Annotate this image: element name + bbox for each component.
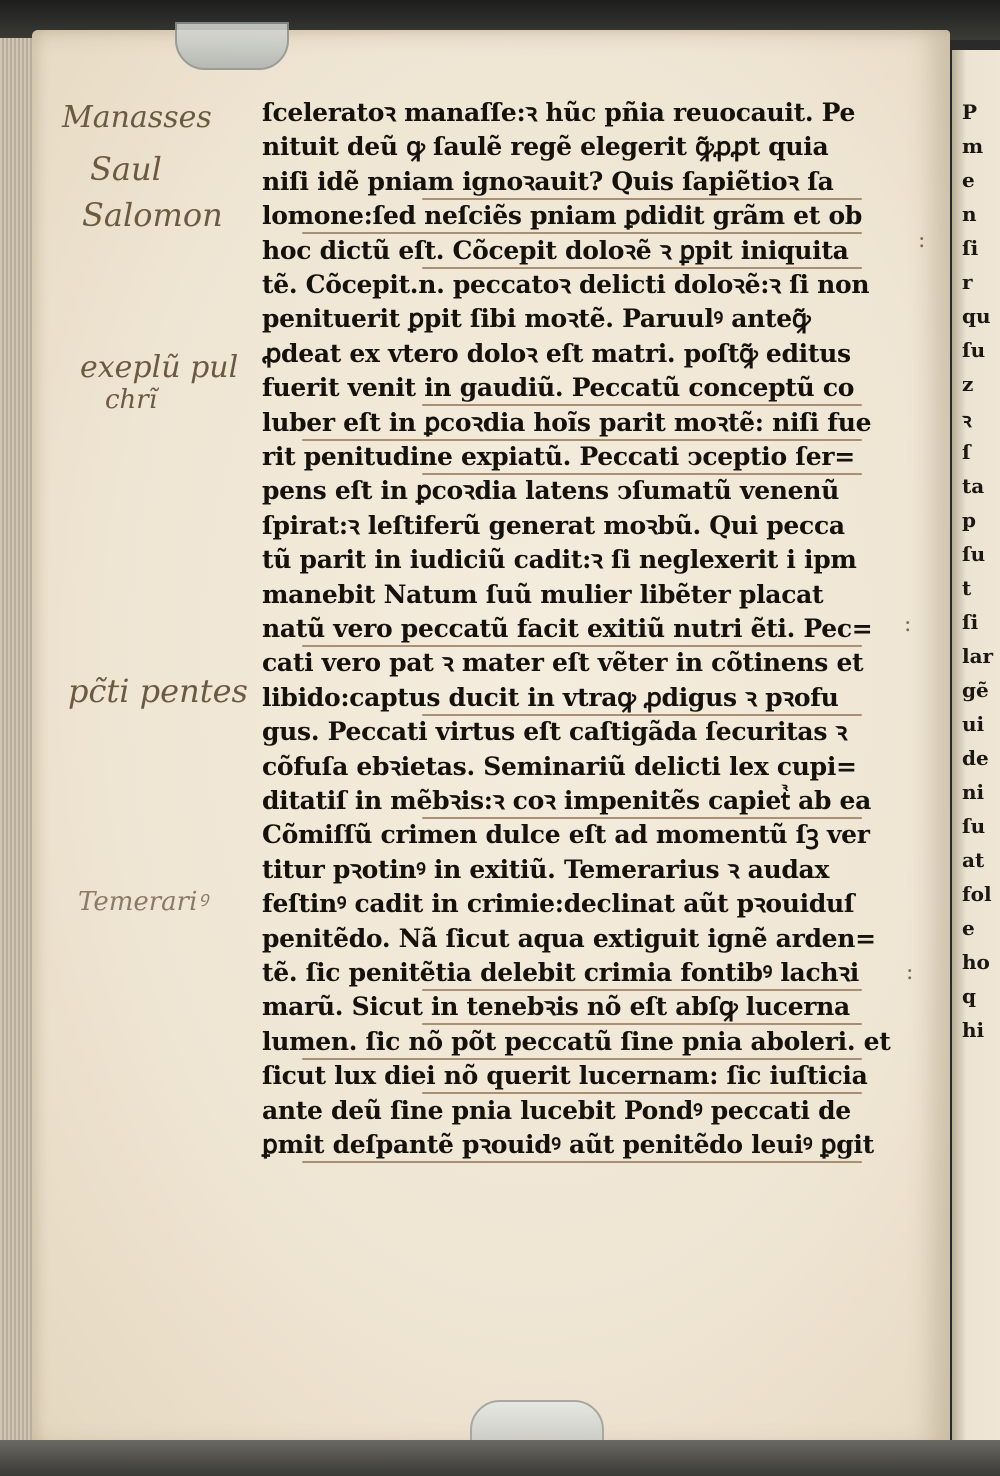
text-line: [262, 580, 823, 610]
facing-page-fragment: ſ: [962, 440, 971, 464]
margin-note-exemplum: exeplũ pul: [80, 350, 239, 385]
text-line-content: tẽ. ſic penitẽtia delebit crimia fontibꝰ lachꝛi: [262, 958, 859, 987]
text-line: [262, 683, 839, 713]
facing-page-fragment: ſi: [962, 236, 979, 260]
facing-page-fragment: ni: [962, 780, 985, 804]
reader-underline: [422, 989, 862, 991]
facing-page-fragment: ſu: [962, 542, 986, 566]
text-line-content: nituit deũ ꝙ ſaulẽ regẽ elegerit ꝙ̃ꝓꝓt quia: [262, 132, 829, 162]
text-line-content: ſicut lux diei nõ querit lucernam: ſic iuſticia: [262, 1061, 868, 1091]
text-line: [262, 1096, 851, 1126]
margin-note-manasses: Manasses: [62, 100, 212, 135]
text-line-content: marũ. Sicut in tenebꝛis nõ eſt abſꝙ lucerna: [262, 992, 850, 1022]
facing-page-fragment: ſi: [962, 610, 979, 634]
facing-page-fragment: ſu: [962, 814, 986, 838]
text-line: [262, 958, 859, 988]
facing-page-fragment: z: [962, 372, 974, 396]
text-line-content: Cõmiſſũ crimen dulce eſt ad momentũ ſꝫ ver: [262, 820, 870, 850]
margin-note-peccati: pc̃ti pentes: [68, 672, 248, 710]
text-line-content: ditatiſ in mẽbꝛis:ꝛ coꝛ impenitẽs capietᷣ ab ea: [262, 786, 872, 815]
text-line: [262, 717, 847, 747]
text-line-content: rit penitudine expiatũ. Peccati ↄceptio ſer=: [262, 442, 855, 471]
facing-page-fragment: n: [962, 202, 977, 226]
text-line: [262, 992, 850, 1022]
text-line: [262, 545, 857, 575]
text-line: [262, 924, 876, 954]
text-line-content: tũ parit in iudiciũ cadit:ꝛ ſi neglexerit i ipm: [262, 545, 857, 575]
facing-page-fragment: e: [962, 168, 975, 192]
text-line-content: penitẽdo. Nã ſicut aqua extiguit ignẽ arden=: [262, 923, 876, 953]
text-line-content: ꝓdeat ex vtero doloꝛ eſt matri. poſtꝙ̃ editus: [262, 338, 851, 368]
facing-page-fragment: at: [962, 848, 985, 872]
text-line: [262, 373, 854, 403]
facing-page-fragment: q: [962, 984, 976, 1008]
text-line: [262, 889, 854, 919]
facing-page-fragment: e: [962, 916, 975, 940]
text-line: [262, 270, 869, 300]
text-line: [262, 167, 834, 197]
facing-page-fragment: hi: [962, 1018, 985, 1042]
facing-page-fragment: t: [962, 576, 972, 600]
facing-page-fragment: gẽ: [962, 678, 989, 702]
facing-page-fragment: r: [962, 270, 973, 294]
text-line-content: cõfuſa ebꝛietas. Seminariũ delicti lex cupi=: [262, 751, 857, 781]
text-line-content: titur pꝛotinꝰ in exitiũ. Temerarius ꝛ audax: [262, 854, 830, 884]
text-line-content: penituerit ꝑpit ſibi moꝛtẽ. Paruulꝰ anteꝙ̃: [262, 304, 811, 334]
top-page-clip: [175, 22, 289, 70]
text-line: [262, 820, 870, 850]
text-line-content: fuerit venit in gaudiũ. Peccatũ conceptũ co: [262, 373, 855, 403]
text-line-content: tẽ. Cõcepit.n. peccatoꝛ delicti doloꝛẽ:ꝛ ſi non: [262, 270, 870, 299]
facing-page-fragment: p: [962, 508, 976, 532]
reader-underline: [302, 645, 862, 647]
margin-note-exemplum-2: chrĩ: [105, 385, 158, 415]
text-line-content: hoc dictũ eſt. Cõcepit doloꝛẽ ꝛ ꝑpit iniquita: [262, 235, 849, 265]
reader-underline: [422, 198, 862, 200]
text-line: [262, 786, 871, 816]
text-line-content: libido:captus ducit in vtraꝙ ꝓdigus ꝛ pꝛofu: [262, 682, 839, 712]
facing-page-fragment: fol: [962, 882, 992, 906]
reader-underline: [422, 1092, 862, 1094]
text-line: [262, 132, 828, 162]
text-line-content: feſtinꝰ cadit in crimie:declinat aũt pꝛouiduſ: [262, 889, 855, 919]
text-line-content: gus. Peccati virtus eſt caſtigãda ſecuritas ꝛ: [262, 717, 848, 747]
text-line: [262, 442, 855, 472]
text-line-content: luber eſt in ꝑcoꝛdia hoĩs parit moꝛtẽ: niſi fue: [262, 407, 872, 437]
reader-underline: [302, 1058, 862, 1060]
text-line: [262, 339, 851, 369]
facing-page-fragment: de: [962, 746, 989, 770]
margin-bracket-mark: :: [918, 228, 926, 253]
text-line: [262, 752, 857, 782]
text-line-content: natũ vero peccatũ facit exitiũ nutri ẽti. Pec=: [262, 614, 873, 643]
text-line: [262, 304, 810, 334]
text-line: [262, 648, 863, 678]
facing-page-fragment: m: [962, 134, 984, 158]
book-bottom-shadow: [0, 1440, 1000, 1476]
facing-page-fragment: lar: [962, 644, 994, 668]
text-line-content: ſceleratoꝛ manaſſe:ꝛ hũc pñia reuocauit. Pe: [262, 98, 856, 127]
text-line: [262, 1027, 891, 1057]
facing-page-fragment: ꝛ: [962, 408, 972, 432]
text-line: [262, 614, 872, 644]
facing-page-fragment: ſu: [962, 338, 986, 362]
margin-bracket-mark: :: [904, 612, 912, 637]
margin-note-saul: Saul: [90, 150, 162, 188]
text-line: [262, 476, 839, 506]
text-line-content: niſi idẽ pniam ignoꝛauit? Quis ſapiẽtioꝛ ſa: [262, 166, 834, 196]
reader-underline: [302, 1161, 862, 1163]
reader-underline: [422, 473, 862, 475]
text-line: [262, 855, 829, 885]
facing-page-edge: [952, 50, 1000, 1450]
reader-underline: [422, 267, 862, 269]
reader-underline: [302, 439, 862, 441]
text-line-content: pens eſt in ꝑcoꝛdia latens ↄſumatũ venenũ: [262, 476, 840, 506]
text-line: [262, 408, 871, 438]
margin-note-salomon: Salomon: [82, 196, 223, 234]
facing-page-fragment: ho: [962, 950, 990, 974]
text-line: [262, 511, 845, 541]
facing-page-fragment: ta: [962, 474, 985, 498]
text-line: [262, 1130, 874, 1160]
text-line-content: cati vero pat ꝛ mater eſt vẽter in cõtinens et: [262, 648, 864, 678]
text-line-content: ſpirat:ꝛ leſtiferũ generat moꝛbũ. Qui pecca: [262, 510, 845, 540]
text-line: [262, 236, 848, 266]
text-line-content: ante deũ ſine pnia lucebit Pondꝰ peccati de: [262, 1095, 851, 1125]
reader-underline: [422, 714, 862, 716]
reader-underline: [422, 404, 862, 406]
text-line: [262, 1061, 868, 1091]
text-line-content: manebit Natum ſuũ mulier libẽter placat: [262, 579, 824, 609]
reader-underline: [302, 232, 862, 234]
margin-note-temerarius: Temerariꝰ: [78, 887, 208, 917]
text-line: [262, 98, 855, 128]
text-line-content: lomone:ſed neſciẽs pniam ꝑdidit grãm et ob: [262, 201, 862, 231]
text-line-content: lumen. ſic nõ põt peccatũ ſine pnia aboleri. et: [262, 1026, 891, 1056]
facing-page-fragment: ui: [962, 712, 985, 736]
margin-bracket-mark: :: [906, 960, 914, 985]
facing-page-fragment: qu: [962, 304, 991, 328]
text-line-content: ꝑmit deſpantẽ pꝛouidꝰ aũt penitẽdo leuiꝰ ꝑgit: [262, 1130, 874, 1159]
text-line: [262, 201, 862, 231]
facing-page-fragment: P: [962, 100, 978, 124]
reader-underline: [422, 817, 862, 819]
